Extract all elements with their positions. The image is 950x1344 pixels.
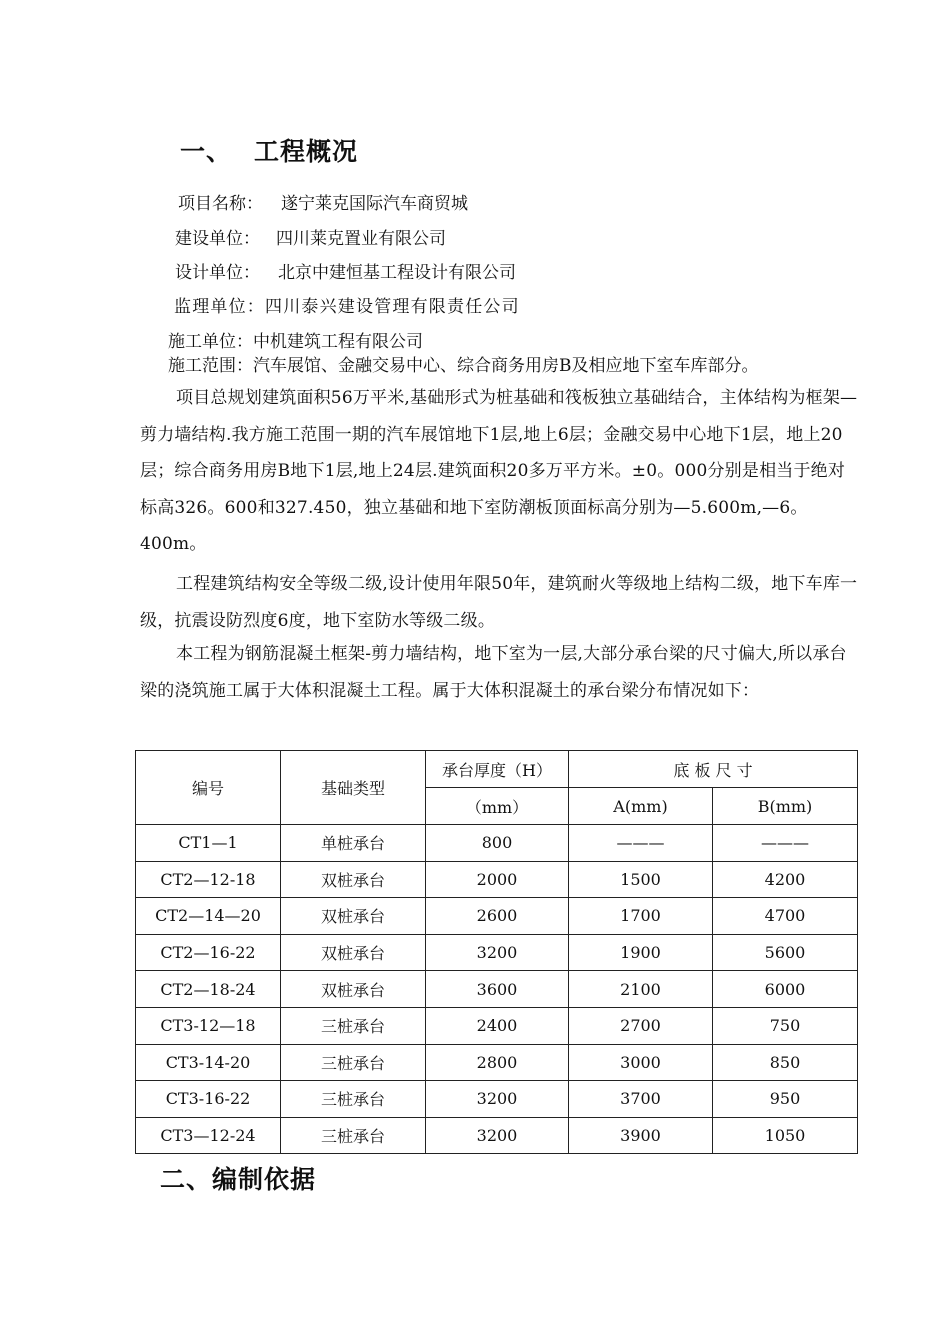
- cell-thickness: 800: [426, 825, 569, 862]
- info-value: 四川莱克置业有限公司: [276, 229, 446, 249]
- cell-b: 1050: [713, 1117, 858, 1154]
- section-2-heading: 二、编制依据: [160, 1165, 317, 1194]
- cell-thickness: 3200: [426, 1081, 569, 1118]
- table-row: [136, 1007, 858, 1044]
- info-label: 设计单位：: [175, 263, 260, 283]
- info-scope: [168, 351, 759, 376]
- cell-a: 3700: [569, 1081, 713, 1118]
- info-label: 项目名称：: [178, 194, 263, 214]
- table-row: [136, 1081, 858, 1118]
- cell-thickness: 2800: [426, 1044, 569, 1081]
- header-slab-size: 底 板 尺 寸: [569, 751, 858, 788]
- cell-type: 双桩承台: [281, 898, 426, 935]
- cell-b: 4200: [713, 861, 858, 898]
- cell-b: 6000: [713, 971, 858, 1008]
- cell-type: 双桩承台: [281, 861, 426, 898]
- section-1-title: 工程概况: [254, 137, 359, 166]
- cell-a: 2700: [569, 1007, 713, 1044]
- table-row: [136, 861, 858, 898]
- table-row: [136, 1117, 858, 1154]
- cell-a: 3900: [569, 1117, 713, 1154]
- info-label: 施工单位：: [168, 332, 253, 352]
- cell-id: CT2—14—20: [136, 898, 281, 935]
- header-thickness: 承台厚度（H）: [426, 751, 569, 788]
- cell-thickness: 2600: [426, 898, 569, 935]
- cell-thickness: 3600: [426, 971, 569, 1008]
- table-row: [136, 1044, 858, 1081]
- info-developer: [175, 224, 446, 249]
- info-value: 四川泰兴建设管理有限责任公司: [265, 297, 520, 317]
- header-a: A(mm): [569, 788, 713, 825]
- cell-b: 950: [713, 1081, 858, 1118]
- table-row: [136, 934, 858, 971]
- cell-b: ———: [713, 825, 858, 862]
- cell-type: 双桩承台: [281, 971, 426, 1008]
- section-1-number: 一、: [180, 137, 233, 166]
- info-label: 施工范围：: [168, 356, 253, 376]
- table-row: [136, 825, 858, 862]
- info-value: 汽车展馆、金融交易中心、综合商务用房B及相应地下室车库部分。: [253, 356, 759, 376]
- cell-type: 单桩承台: [281, 825, 426, 862]
- cell-b: 750: [713, 1007, 858, 1044]
- cell-b: 4700: [713, 898, 858, 935]
- cell-type: 三桩承台: [281, 1081, 426, 1118]
- cell-type: 三桩承台: [281, 1007, 426, 1044]
- cell-a: 3000: [569, 1044, 713, 1081]
- cell-thickness: 3200: [426, 934, 569, 971]
- cell-type: 双桩承台: [281, 934, 426, 971]
- info-value: 遂宁莱克国际汽车商贸城: [281, 194, 468, 214]
- info-project-name: [178, 189, 468, 214]
- info-value: 北京中建恒基工程设计有限公司: [278, 263, 516, 283]
- info-label: 建设单位：: [175, 229, 260, 249]
- cell-type: 三桩承台: [281, 1117, 426, 1154]
- section-1-heading: [180, 132, 358, 168]
- table-header-row: [136, 751, 858, 788]
- header-thickness-unit: （mm）: [426, 788, 569, 825]
- cell-id: CT3—12-24: [136, 1117, 281, 1154]
- cell-id: CT3-16-22: [136, 1081, 281, 1118]
- info-label: 监理单位：: [174, 297, 265, 317]
- pile-cap-table: [135, 750, 858, 1154]
- cell-thickness: 2400: [426, 1007, 569, 1044]
- header-id: 编号: [136, 751, 281, 825]
- header-b: B(mm): [713, 788, 858, 825]
- info-value: 中机建筑工程有限公司: [253, 332, 423, 352]
- cell-a: 1500: [569, 861, 713, 898]
- cell-thickness: 3200: [426, 1117, 569, 1154]
- paragraph-mass-concrete: 本工程为钢筋混凝土框架-剪力墙结构，地下室为一层,大部分承台梁的尺寸偏大,所以承台梁的浇筑施工属于大体积混凝土工程。属于大体积混凝土的承台梁分布情况如下：: [140, 644, 847, 701]
- paragraph-overview: 项目总规划建筑面积56万平米,基础形式为桩基础和筏板独立基础结合，主体结构为框架—剪力墙结构.我方施工范围一期的汽车展馆地下1层,地上6层；金融交易中心地下1层，地上20层；综合商务用房B地下1层,地上24层.建筑面积20多万平方米。±0。000分别是相当于绝对标高326。600和327.450，独立基础和地下室防潮板顶面标高分别为—5.600m,—6。400m。: [140, 388, 858, 554]
- info-supervisor: [174, 292, 520, 317]
- cell-id: CT3-12—18: [136, 1007, 281, 1044]
- cell-a: 1700: [569, 898, 713, 935]
- table-row: [136, 971, 858, 1008]
- cell-id: CT3-14-20: [136, 1044, 281, 1081]
- header-foundation-type: 基础类型: [281, 751, 426, 825]
- cell-a: 1900: [569, 934, 713, 971]
- cell-type: 三桩承台: [281, 1044, 426, 1081]
- cell-b: 850: [713, 1044, 858, 1081]
- cell-id: CT2—12-18: [136, 861, 281, 898]
- cell-id: CT1—1: [136, 825, 281, 862]
- cell-a: 2100: [569, 971, 713, 1008]
- cell-a: ———: [569, 825, 713, 862]
- info-contractor: [168, 327, 423, 352]
- cell-id: CT2—16-22: [136, 934, 281, 971]
- cell-id: CT2—18-24: [136, 971, 281, 1008]
- paragraph-grades: 工程建筑结构安全等级二级,设计使用年限50年，建筑耐火等级地上结构二级，地下车库一级，抗震设防烈度6度，地下室防水等级二级。: [140, 574, 858, 631]
- cell-b: 5600: [713, 934, 858, 971]
- info-designer: [175, 258, 516, 283]
- table-row: [136, 898, 858, 935]
- cell-thickness: 2000: [426, 861, 569, 898]
